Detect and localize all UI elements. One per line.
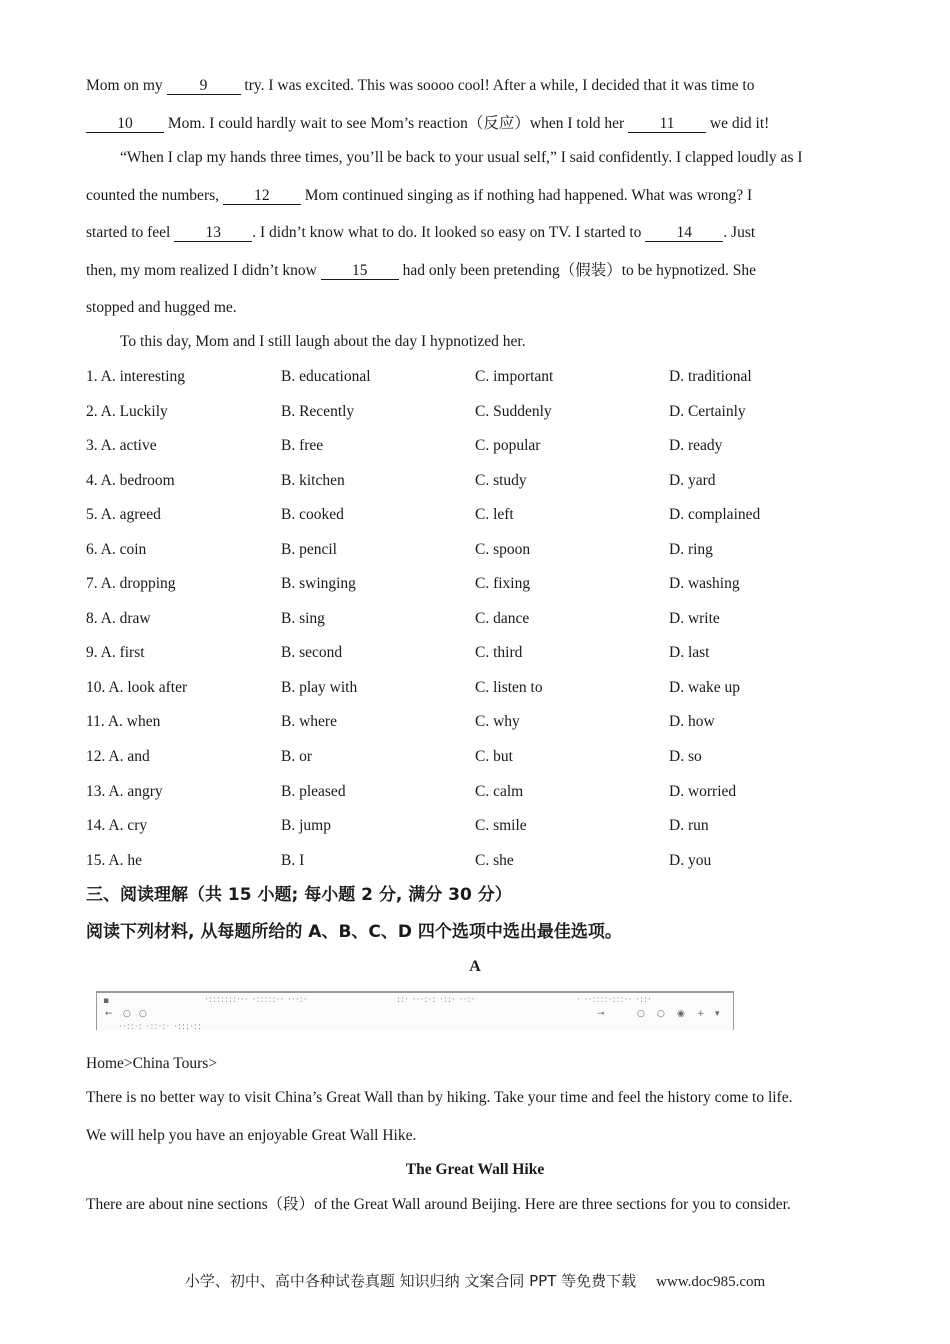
back-arrow-icon: ← (105, 1009, 113, 1019)
option-d: D. write (669, 610, 720, 627)
article-heading: The Great Wall Hike (405, 1161, 545, 1178)
option-b: B. Recently (281, 403, 355, 420)
option-d: D. yard (669, 472, 716, 489)
option-c: C. but (475, 748, 513, 765)
option-c: C. popular (475, 437, 541, 454)
option-row (86, 643, 866, 663)
option-d: D. wake up (669, 679, 741, 696)
toolbar-icon-2: ○ (637, 1009, 645, 1019)
option-b: B. free (281, 437, 324, 454)
option-row (86, 505, 866, 525)
option-b: B. I (281, 852, 305, 869)
blank-13: 13 (174, 224, 252, 242)
option-b: B. second (281, 644, 343, 661)
passage-label-a: A (469, 958, 481, 975)
option-a: 11. A. when (86, 713, 161, 730)
option-c: C. left (475, 506, 514, 523)
option-d: D. complained (669, 506, 761, 523)
option-b: B. pleased (281, 783, 346, 800)
passage-line-6: then, my mom realized I didn’t know 15 had only been pretending（假装）to be hypnotized. She (86, 262, 757, 279)
option-c: C. third (475, 644, 523, 661)
option-b: B. sing (281, 610, 325, 627)
tab-blur-3: · ··::::·:::·· ·::· (577, 995, 652, 1005)
refresh-icon: ○ (139, 1009, 147, 1019)
option-c: C. she (475, 852, 514, 869)
option-d: D. traditional (669, 368, 752, 385)
option-b: B. educational (281, 368, 371, 385)
option-row (86, 540, 866, 560)
toolbar-border (97, 992, 733, 993)
blank-9: 9 (167, 77, 241, 95)
passage-line-7: stopped and hugged me. (86, 299, 237, 316)
option-c: C. smile (475, 817, 527, 834)
intro-line-2: We will help you have an enjoyable Great Wall Hike. (86, 1127, 417, 1144)
option-d: D. washing (669, 575, 740, 592)
option-row (86, 367, 866, 387)
option-a: 15. A. he (86, 852, 142, 869)
section-title: 三、阅读理解（共 15 小题; 每小题 2 分, 满分 30 分） (86, 885, 512, 905)
option-c: C. listen to (475, 679, 543, 696)
passage-line-3: “When I clap my hands three times, you’ll be back to your usual self,” I said confidently. I clapped loudly as I (120, 149, 803, 166)
option-d: D. how (669, 713, 715, 730)
blank-11: 11 (628, 115, 706, 133)
option-b: B. pencil (281, 541, 337, 558)
option-b: B. kitchen (281, 472, 345, 489)
option-d: D. ready (669, 437, 723, 454)
passage-line-2: 10 Mom. I could hardly wait to see Mom’s reaction（反应）when I told her 11 we did it! (86, 114, 769, 134)
option-d: D. Certainly (669, 403, 746, 420)
passage-line-1: Mom on my 9 try. I was excited. This was soooo cool! After a while, I decided that it was time to (86, 77, 755, 94)
option-c: C. Suddenly (475, 403, 552, 420)
address-blur: ··::·: ·::·:· ·:::·:: (119, 1022, 202, 1030)
window-dot-icon: ▪ (103, 996, 110, 1006)
tab-blur-1: ·:::::::··· ·:::::·· ···:· (205, 995, 308, 1005)
option-row (86, 609, 866, 629)
option-a: 10. A. look after (86, 679, 188, 696)
option-d: D. last (669, 644, 710, 661)
toolbar-icon-3: ○ (657, 1009, 665, 1019)
option-b: B. jump (281, 817, 331, 834)
option-c: C. study (475, 472, 527, 489)
option-row (86, 436, 866, 456)
option-a: 3. A. active (86, 437, 157, 454)
toolbar-icon-6: ▾ (715, 1009, 720, 1019)
option-row (86, 712, 866, 732)
option-row (86, 574, 866, 594)
option-d: D. worried (669, 783, 737, 800)
tab-blur-2: ::· ···:·: ·::· ··:· (397, 995, 476, 1005)
page-footer (0, 1270, 950, 1291)
option-a: 1. A. interesting (86, 368, 186, 385)
blank-14: 14 (645, 224, 723, 242)
passage-line-4: counted the numbers, 12 Mom continued singing as if nothing had happened. What was wrong? I (86, 187, 753, 204)
option-c: C. fixing (475, 575, 531, 592)
option-a: 8. A. draw (86, 610, 151, 627)
blank-10: 10 (86, 115, 164, 133)
option-a: 9. A. first (86, 644, 145, 661)
passage-line-5: started to feel 13 . I didn’t know what to do. It looked so easy on TV. I started to 14 . Just (86, 224, 756, 241)
section-instruction: 阅读下列材料, 从每题所给的 A、B、C、D 四个选项中选出最佳选项。 (86, 922, 622, 942)
option-a: 12. A. and (86, 748, 150, 765)
breadcrumb: Home>China Tours> (86, 1055, 218, 1072)
option-a: 5. A. agreed (86, 506, 161, 523)
option-a: 14. A. cry (86, 817, 148, 834)
option-row (86, 816, 866, 836)
option-row (86, 678, 866, 698)
option-row (86, 851, 866, 871)
intro-line-1: There is no better way to visit China’s Great Wall than by hiking. Take your time and feel the history come to life. (86, 1089, 793, 1106)
option-a: 7. A. dropping (86, 575, 176, 592)
footer-text: 小学、初中、高中各种试卷真题 知识归纳 文案合同 PPT 等免费下载 (184, 1272, 637, 1290)
option-d: D. so (669, 748, 702, 765)
toolbar-icon-5: + (697, 1009, 705, 1019)
option-d: D. you (669, 852, 712, 869)
option-b: B. play with (281, 679, 358, 696)
blank-12: 12 (223, 187, 301, 205)
toolbar-icon-1: ⊸ (597, 1009, 605, 1019)
option-c: C. important (475, 368, 554, 385)
option-d: D. run (669, 817, 709, 834)
option-b: B. where (281, 713, 337, 730)
option-row (86, 471, 866, 491)
option-c: C. why (475, 713, 520, 730)
article-paragraph-1: There are about nine sections（段）of the Great Wall around Beijing. Here are three sections for you to consider. (86, 1196, 791, 1213)
option-row (86, 402, 866, 422)
option-row (86, 782, 866, 802)
browser-toolbar-image (96, 991, 734, 1030)
forward-icon: ○ (123, 1009, 131, 1019)
option-a: 6. A. coin (86, 541, 147, 558)
option-b: B. cooked (281, 506, 344, 523)
option-c: C. dance (475, 610, 530, 627)
option-d: D. ring (669, 541, 713, 558)
option-b: B. or (281, 748, 312, 765)
option-c: C. calm (475, 783, 524, 800)
passage-line-8: To this day, Mom and I still laugh about the day I hypnotized her. (120, 333, 526, 350)
option-a: 2. A. Luckily (86, 403, 168, 420)
blank-15: 15 (321, 262, 399, 280)
option-a: 4. A. bedroom (86, 472, 175, 489)
option-a: 13. A. angry (86, 783, 163, 800)
toolbar-icon-4: ◉ (677, 1009, 685, 1019)
footer-url[interactable]: www.doc985.com (656, 1274, 766, 1290)
option-row (86, 747, 866, 767)
option-c: C. spoon (475, 541, 531, 558)
option-b: B. swinging (281, 575, 356, 592)
